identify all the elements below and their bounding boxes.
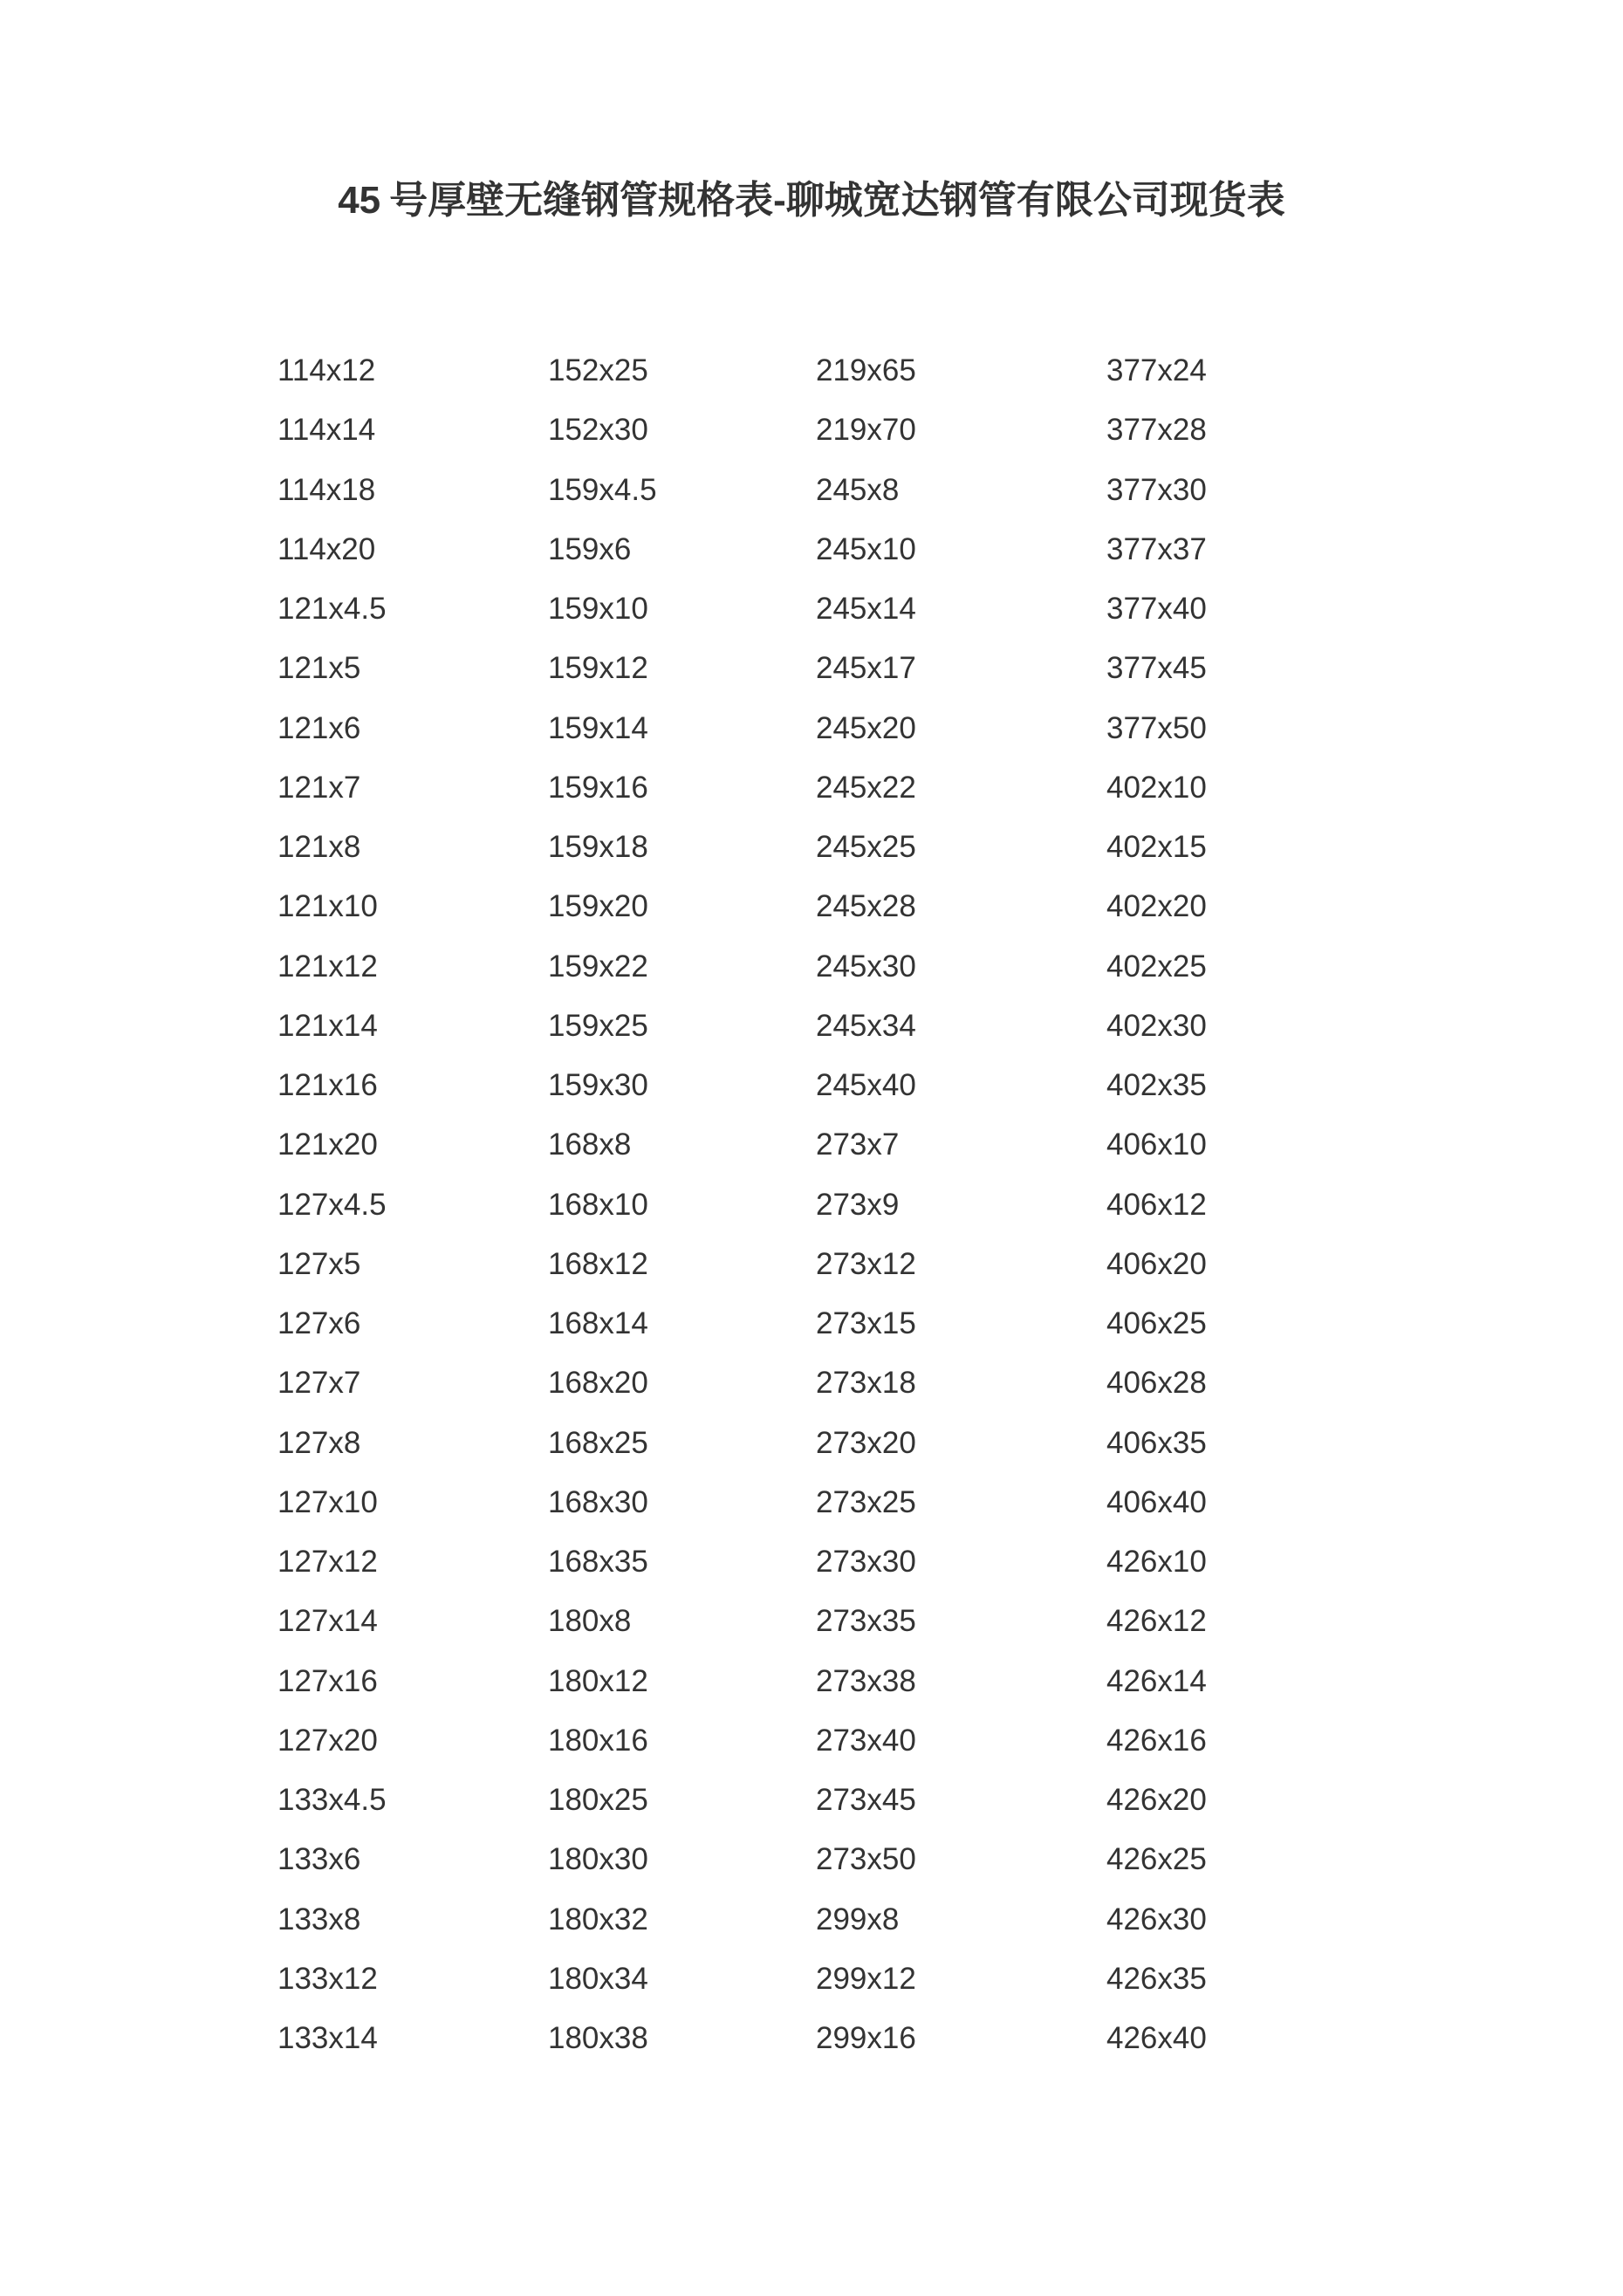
spec-cell: 168x10 bbox=[548, 1187, 648, 1222]
spec-cell: 121x16 bbox=[277, 1068, 378, 1102]
spec-cell: 273x9 bbox=[816, 1187, 900, 1222]
spec-cell: 273x45 bbox=[816, 1783, 916, 1817]
title-dash: - bbox=[773, 179, 786, 222]
spec-cell: 159x22 bbox=[548, 949, 648, 984]
table-row bbox=[277, 1545, 1412, 1604]
title-text-part2: 聊城宽达钢管有限公司现货表 bbox=[785, 178, 1285, 223]
spec-cell: 273x20 bbox=[816, 1425, 916, 1460]
spec-cell: 426x40 bbox=[1106, 2021, 1207, 2055]
spec-cell: 377x40 bbox=[1106, 592, 1207, 626]
spec-cell: 127x4.5 bbox=[277, 1187, 387, 1222]
spec-cell: 168x20 bbox=[548, 1366, 648, 1401]
spec-cell: 426x20 bbox=[1106, 1783, 1207, 1817]
table-row bbox=[277, 1962, 1412, 2021]
spec-cell: 127x8 bbox=[277, 1425, 361, 1460]
spec-cell: 168x8 bbox=[548, 1127, 632, 1162]
spec-cell: 159x6 bbox=[548, 531, 632, 566]
table-row bbox=[277, 651, 1412, 710]
spec-cell: 273x50 bbox=[816, 1842, 916, 1877]
table-row bbox=[277, 1604, 1412, 1663]
spec-cell: 273x12 bbox=[816, 1246, 916, 1281]
spec-cell: 121x14 bbox=[277, 1008, 378, 1043]
spec-cell: 127x20 bbox=[277, 1723, 378, 1758]
spec-cell: 159x4.5 bbox=[548, 472, 657, 507]
spec-cell: 127x14 bbox=[277, 1604, 378, 1639]
table-row bbox=[277, 1664, 1412, 1724]
spec-cell: 402x20 bbox=[1106, 889, 1207, 924]
spec-cell: 159x14 bbox=[548, 710, 648, 745]
spec-cell: 406x20 bbox=[1106, 1246, 1207, 1281]
spec-cell: 219x65 bbox=[816, 353, 916, 387]
page-title bbox=[0, 175, 1623, 227]
table-row bbox=[277, 771, 1412, 830]
title-number: 45 bbox=[338, 179, 381, 222]
table-row bbox=[277, 1366, 1412, 1425]
spec-cell: 406x25 bbox=[1106, 1306, 1207, 1340]
table-row bbox=[277, 889, 1412, 949]
spec-cell: 159x20 bbox=[548, 889, 648, 924]
spec-cell: 180x34 bbox=[548, 1961, 648, 1996]
spec-cell: 299x16 bbox=[816, 2021, 916, 2055]
spec-cell: 127x12 bbox=[277, 1545, 378, 1579]
spec-cell: 245x34 bbox=[816, 1008, 916, 1043]
spec-cell: 159x25 bbox=[548, 1008, 648, 1043]
spec-cell: 426x12 bbox=[1106, 1604, 1207, 1639]
spec-cell: 377x45 bbox=[1106, 651, 1207, 686]
spec-cell: 180x30 bbox=[548, 1842, 648, 1877]
table-row bbox=[277, 711, 1412, 771]
table-row bbox=[277, 1188, 1412, 1247]
spec-cell: 121x6 bbox=[277, 710, 361, 745]
spec-cell: 219x70 bbox=[816, 413, 916, 448]
spec-cell: 273x25 bbox=[816, 1484, 916, 1519]
spec-cell: 299x12 bbox=[816, 1961, 916, 1996]
spec-cell: 121x7 bbox=[277, 770, 361, 805]
spec-cell: 180x8 bbox=[548, 1604, 632, 1639]
spec-cell: 245x25 bbox=[816, 830, 916, 864]
spec-cell: 273x30 bbox=[816, 1545, 916, 1579]
spec-cell: 245x14 bbox=[816, 592, 916, 626]
spec-cell: 402x35 bbox=[1106, 1068, 1207, 1102]
spec-cell: 127x7 bbox=[277, 1366, 361, 1401]
table-row bbox=[277, 353, 1412, 413]
table-row bbox=[277, 1127, 1412, 1187]
spec-cell: 406x35 bbox=[1106, 1425, 1207, 1460]
spec-cell: 377x28 bbox=[1106, 413, 1207, 448]
spec-cell: 245x10 bbox=[816, 531, 916, 566]
spec-cell: 121x10 bbox=[277, 889, 378, 924]
spec-cell: 426x35 bbox=[1106, 1961, 1207, 1996]
spec-cell: 159x30 bbox=[548, 1068, 648, 1102]
spec-cell: 406x40 bbox=[1106, 1484, 1207, 1519]
spec-cell: 133x8 bbox=[277, 1902, 361, 1936]
spec-cell: 426x30 bbox=[1106, 1902, 1207, 1936]
spec-cell: 180x32 bbox=[548, 1902, 648, 1936]
spec-cell: 168x14 bbox=[548, 1306, 648, 1340]
spec-cell: 377x24 bbox=[1106, 353, 1207, 387]
spec-cell: 127x5 bbox=[277, 1246, 361, 1281]
table-row bbox=[277, 532, 1412, 592]
spec-cell: 121x5 bbox=[277, 651, 361, 686]
spec-cell: 402x25 bbox=[1106, 949, 1207, 984]
spec-cell: 377x50 bbox=[1106, 710, 1207, 745]
spec-cell: 273x15 bbox=[816, 1306, 916, 1340]
spec-cell: 180x38 bbox=[548, 2021, 648, 2055]
spec-cell: 406x12 bbox=[1106, 1187, 1207, 1222]
spec-cell: 114x14 bbox=[277, 413, 376, 448]
table-row bbox=[277, 1902, 1412, 1962]
spec-cell: 168x35 bbox=[548, 1545, 648, 1579]
spec-cell: 180x12 bbox=[548, 1663, 648, 1698]
spec-cell: 121x12 bbox=[277, 949, 378, 984]
spec-cell: 127x16 bbox=[277, 1663, 378, 1698]
table-row bbox=[277, 1009, 1412, 1068]
table-row bbox=[277, 1426, 1412, 1485]
spec-cell: 168x30 bbox=[548, 1484, 648, 1519]
spec-cell: 406x28 bbox=[1106, 1366, 1207, 1401]
spec-cell: 426x25 bbox=[1106, 1842, 1207, 1877]
table-row bbox=[277, 413, 1412, 472]
spec-cell: 159x18 bbox=[548, 830, 648, 864]
spec-cell: 406x10 bbox=[1106, 1127, 1207, 1162]
spec-cell: 127x6 bbox=[277, 1306, 361, 1340]
spec-cell: 377x37 bbox=[1106, 531, 1207, 566]
spec-cell: 168x25 bbox=[548, 1425, 648, 1460]
spec-cell: 273x18 bbox=[816, 1366, 916, 1401]
spec-cell: 121x8 bbox=[277, 830, 361, 864]
spec-cell: 159x16 bbox=[548, 770, 648, 805]
spec-cell: 245x8 bbox=[816, 472, 900, 507]
spec-cell: 273x38 bbox=[816, 1663, 916, 1698]
spec-cell: 159x12 bbox=[548, 651, 648, 686]
spec-cell: 114x18 bbox=[277, 472, 376, 507]
spec-cell: 273x35 bbox=[816, 1604, 916, 1639]
spec-cell: 114x20 bbox=[277, 531, 376, 566]
spec-cell: 245x40 bbox=[816, 1068, 916, 1102]
table-row bbox=[277, 1247, 1412, 1306]
spec-cell: 402x10 bbox=[1106, 770, 1207, 805]
title-text-part1: 号厚壁无缝钢管规格表 bbox=[389, 178, 774, 223]
table-row bbox=[277, 1842, 1412, 1902]
spec-cell: 121x20 bbox=[277, 1127, 378, 1162]
table-row bbox=[277, 830, 1412, 889]
spec-cell: 402x30 bbox=[1106, 1008, 1207, 1043]
spec-cell: 245x22 bbox=[816, 770, 916, 805]
spec-cell: 168x12 bbox=[548, 1246, 648, 1281]
spec-cell: 180x25 bbox=[548, 1783, 648, 1817]
spec-cell: 426x16 bbox=[1106, 1723, 1207, 1758]
spec-cell: 299x8 bbox=[816, 1902, 900, 1936]
spec-cell: 152x30 bbox=[548, 413, 648, 448]
spec-table bbox=[277, 353, 1412, 2080]
spec-cell: 152x25 bbox=[548, 353, 648, 387]
spec-cell: 133x4.5 bbox=[277, 1783, 387, 1817]
spec-cell: 127x10 bbox=[277, 1484, 378, 1519]
spec-cell: 377x30 bbox=[1106, 472, 1207, 507]
spec-cell: 133x14 bbox=[277, 2021, 378, 2055]
spec-cell: 273x7 bbox=[816, 1127, 900, 1162]
table-row bbox=[277, 2021, 1412, 2080]
spec-cell: 245x30 bbox=[816, 949, 916, 984]
spec-cell: 133x6 bbox=[277, 1842, 361, 1877]
spec-cell: 180x16 bbox=[548, 1723, 648, 1758]
spec-cell: 245x17 bbox=[816, 651, 916, 686]
spec-cell: 245x28 bbox=[816, 889, 916, 924]
spec-cell: 273x40 bbox=[816, 1723, 916, 1758]
table-row bbox=[277, 1485, 1412, 1545]
table-row bbox=[277, 1068, 1412, 1127]
table-row bbox=[277, 592, 1412, 651]
spec-cell: 245x20 bbox=[816, 710, 916, 745]
table-row bbox=[277, 473, 1412, 532]
table-row bbox=[277, 1783, 1412, 1842]
spec-cell: 114x12 bbox=[277, 353, 376, 387]
table-row bbox=[277, 1724, 1412, 1783]
table-row bbox=[277, 949, 1412, 1009]
spec-cell: 121x4.5 bbox=[277, 592, 387, 626]
spec-cell: 159x10 bbox=[548, 592, 648, 626]
spec-cell: 426x14 bbox=[1106, 1663, 1207, 1698]
table-row bbox=[277, 1306, 1412, 1366]
spec-cell: 402x15 bbox=[1106, 830, 1207, 864]
spec-cell: 133x12 bbox=[277, 1961, 378, 1996]
spec-cell: 426x10 bbox=[1106, 1545, 1207, 1579]
